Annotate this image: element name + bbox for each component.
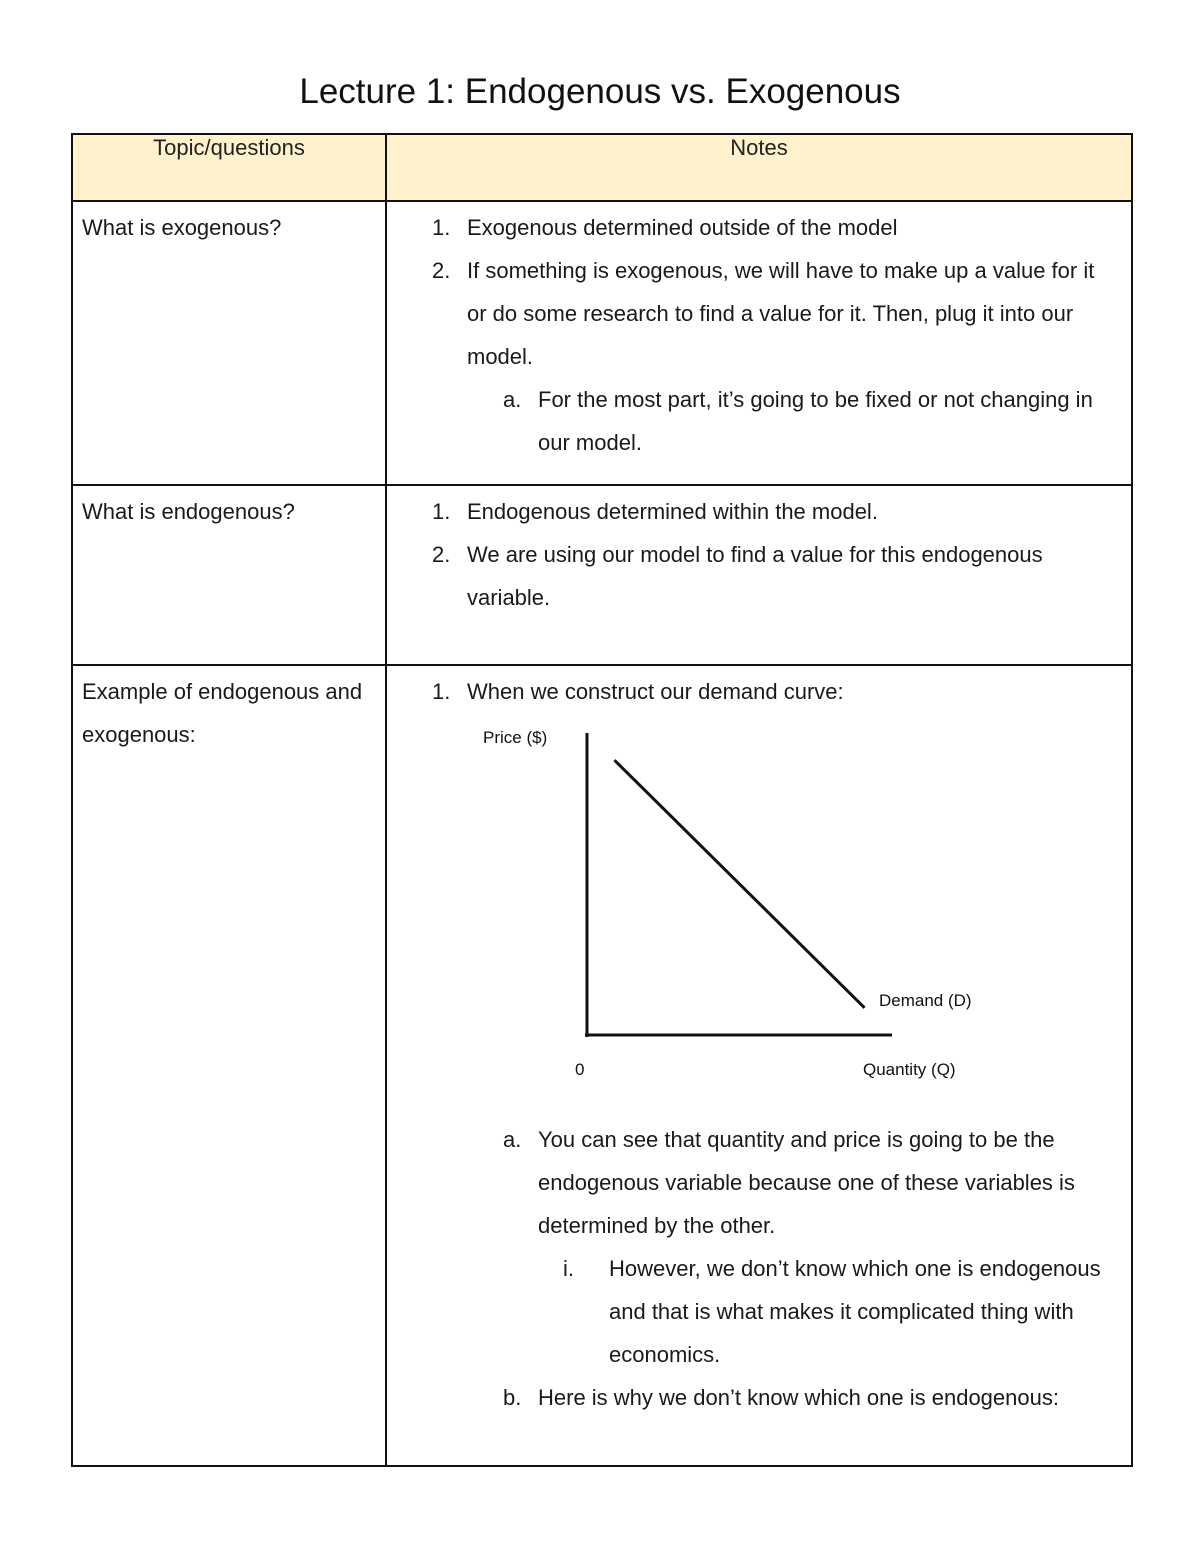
x-axis-label: Quantity (Q) [863, 1060, 956, 1079]
list-text: However, we don’t know which one is endogenous and that is what makes it complicated thing with economics. [609, 1256, 1101, 1367]
notes-cell [386, 485, 1132, 665]
header-notes: Notes [386, 134, 1132, 201]
list-item [387, 249, 1115, 378]
sub-list-item [387, 378, 1115, 464]
origin-label: 0 [575, 1060, 585, 1079]
list-letter: b. [503, 1385, 522, 1410]
list-number: 1. [432, 679, 451, 704]
sub-sub-list-item [387, 1247, 1115, 1376]
list-item [387, 670, 1115, 713]
list-text: Endogenous determined within the model. [467, 499, 878, 524]
sub-list-item [387, 1118, 1115, 1247]
notes-cell [386, 665, 1132, 1466]
topic-cell: What is endogenous? [72, 485, 386, 665]
list-number: 1. [432, 499, 451, 524]
list-text: Here is why we don’t know which one is endogenous: [538, 1385, 1059, 1410]
table-row [72, 201, 1132, 485]
list-item [387, 206, 1115, 249]
series-label: Demand (D) [879, 991, 972, 1010]
list-text: Exogenous determined outside of the model [467, 215, 898, 240]
list-text: When we construct our demand curve: [467, 679, 844, 704]
list-item [387, 533, 1115, 619]
list-number: 2. [432, 258, 451, 283]
header-topic: Topic/questions [72, 134, 386, 201]
sub-list-item [387, 1376, 1115, 1419]
demand-chart [387, 713, 1027, 1118]
page-title: Lecture 1: Endogenous vs. Exogenous [299, 72, 901, 111]
topic-cell: What is exogenous? [72, 201, 386, 485]
demand-chart-container [387, 713, 1115, 1118]
y-axis-label: Price ($) [483, 728, 548, 747]
list-roman: i. [563, 1256, 574, 1281]
table-row [72, 665, 1132, 1466]
list-text: We are using our model to find a value for this endogenous variable. [467, 542, 1043, 610]
list-letter: a. [503, 387, 522, 412]
list-number: 2. [432, 542, 451, 567]
table-row [72, 485, 1132, 665]
list-letter: a. [503, 1127, 522, 1152]
notes-table [71, 133, 1133, 1467]
topic-cell: Example of endogenous and exogenous: [72, 665, 386, 1466]
table-header-row [72, 134, 1132, 201]
list-item [387, 490, 1115, 533]
list-number: 1. [432, 215, 451, 240]
notes-cell [386, 201, 1132, 485]
list-text: You can see that quantity and price is going to be the endogenous variable because one of these variables is determined by the other. [538, 1127, 1075, 1238]
list-text: For the most part, it’s going to be fixed or not changing in our model. [538, 387, 1093, 455]
list-text: If something is exogenous, we will have to make up a value for it or do some research to find a value for it. Then, plug it into our model. [467, 258, 1095, 369]
demand-curve [614, 760, 864, 1008]
